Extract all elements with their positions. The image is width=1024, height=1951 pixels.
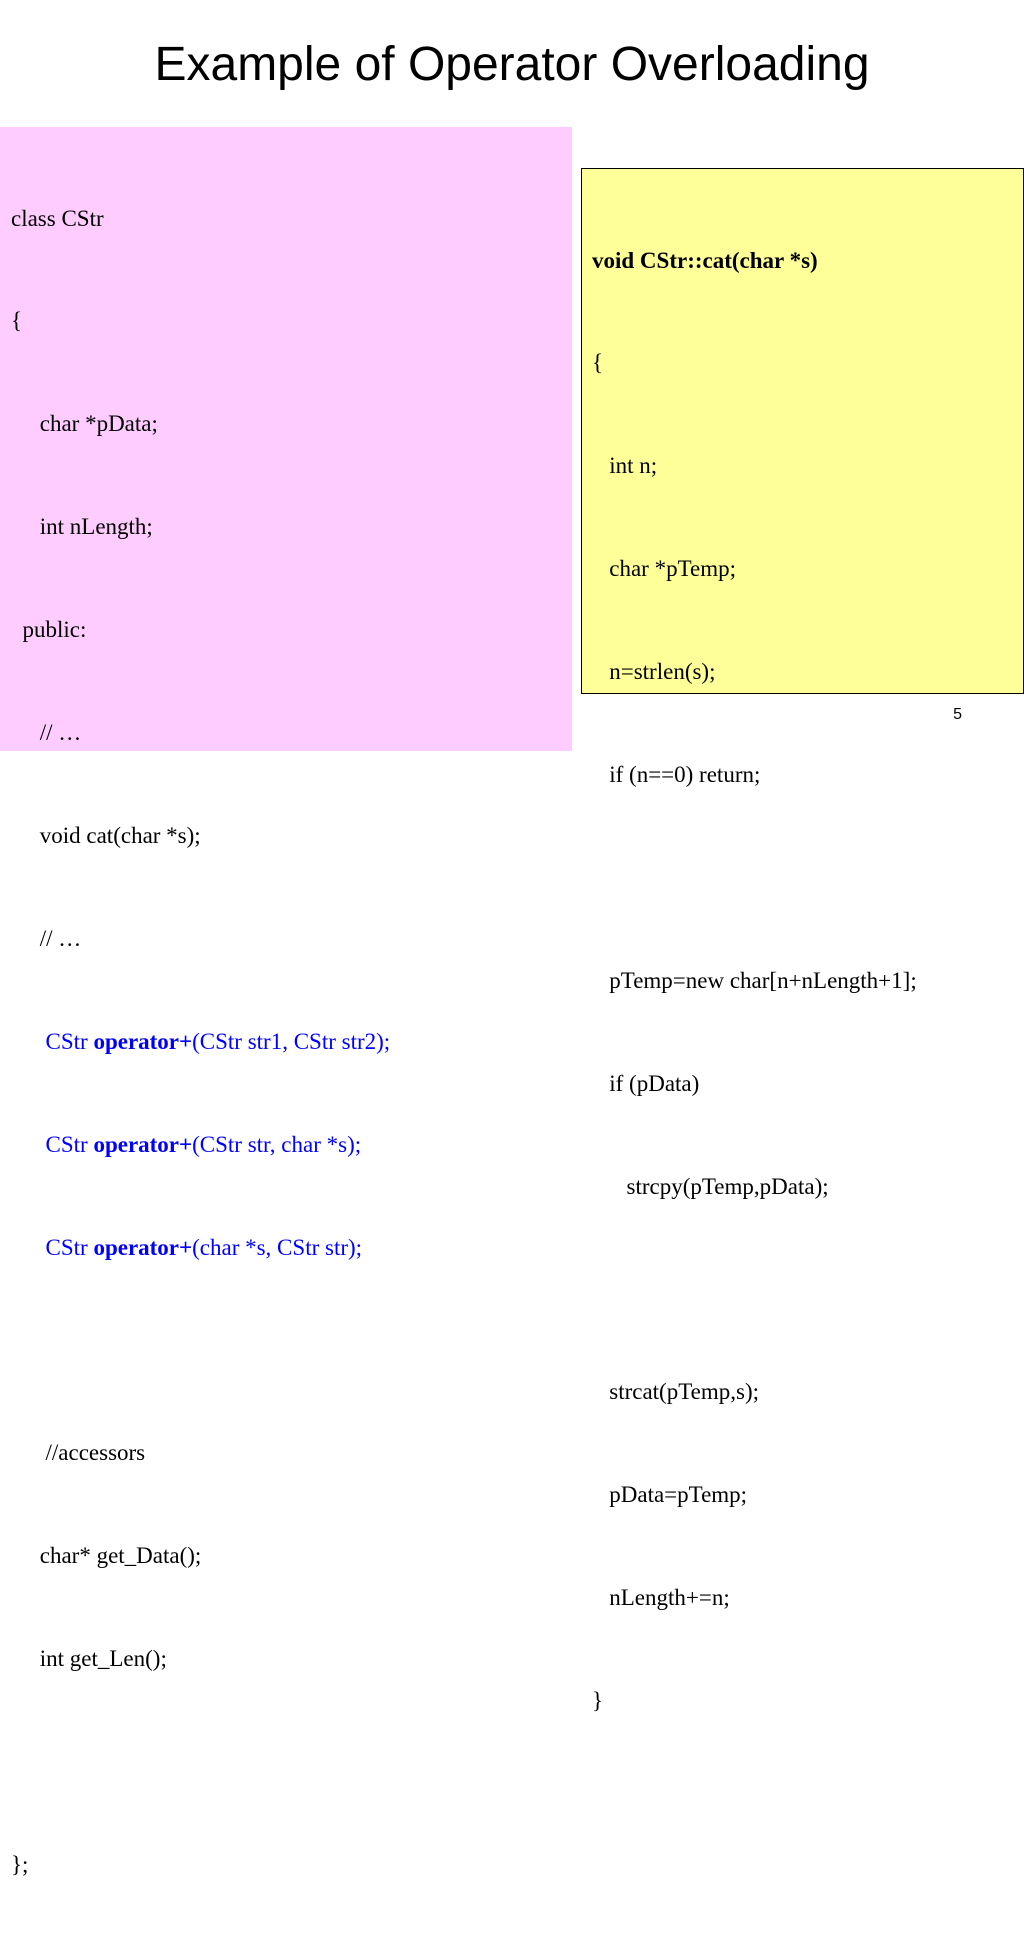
operator-keyword: operator+: [93, 1131, 193, 1157]
code-line: strcat(pTemp,s);: [592, 1379, 760, 1405]
code-line: strcpy(pTemp,pData);: [592, 1173, 829, 1199]
code-line: pData=pTemp;: [592, 1482, 748, 1508]
page-number: 5: [953, 706, 962, 723]
operator-keyword: operator+: [93, 1234, 193, 1260]
parameter-list: (CStr str1, CStr str2);: [192, 1028, 391, 1054]
code-line: [592, 861, 1023, 895]
return-type: CStr: [11, 1028, 94, 1054]
cat-function-box: [581, 168, 1024, 1714]
parameter-list: (CStr str, char *s);: [192, 1131, 362, 1157]
return-type: CStr: [11, 1234, 94, 1260]
slide-title: Example of Operator Overloading: [154, 38, 870, 91]
function-signature: void CStr::cat(char *s): [592, 247, 818, 273]
code-line: public:: [11, 617, 87, 643]
code-line: [11, 1333, 572, 1367]
code-line: }: [592, 1688, 604, 1714]
code-line: pTemp=new char[n+nLength+1];: [592, 967, 917, 993]
code-line: class CStr: [11, 205, 104, 231]
code-line: if (pData): [592, 1070, 700, 1096]
code-line: nLength+=n;: [592, 1585, 730, 1611]
code-line: char *pTemp;: [592, 556, 737, 582]
code-line: [11, 1745, 572, 1779]
code-line: int nLength;: [11, 514, 153, 540]
operator-declaration-line: [11, 1128, 572, 1162]
operator-declaration-line: [11, 1025, 572, 1059]
code-line: void cat(char *s);: [11, 822, 201, 848]
code-line: int get_Len();: [11, 1646, 167, 1672]
code-line: if (n==0) return;: [592, 762, 761, 788]
code-line: // …: [11, 925, 82, 951]
code-line: [592, 1273, 1023, 1307]
code-line: //accessors: [11, 1440, 146, 1466]
operator-declaration-line: [11, 1231, 572, 1265]
parameter-list: (char *s, CStr str);: [192, 1234, 363, 1260]
code-line: // …: [11, 720, 82, 746]
code-line: n=strlen(s);: [592, 659, 716, 685]
code-line: char* get_Data();: [11, 1543, 202, 1569]
code-line: {: [11, 308, 23, 334]
class-definition-box: [0, 127, 572, 1877]
code-line: {: [592, 350, 604, 376]
operator-keyword: operator+: [93, 1028, 193, 1054]
return-type: CStr: [11, 1131, 94, 1157]
code-line: };: [11, 1851, 29, 1877]
code-line: int n;: [592, 453, 658, 479]
code-line: char *pData;: [11, 411, 158, 437]
